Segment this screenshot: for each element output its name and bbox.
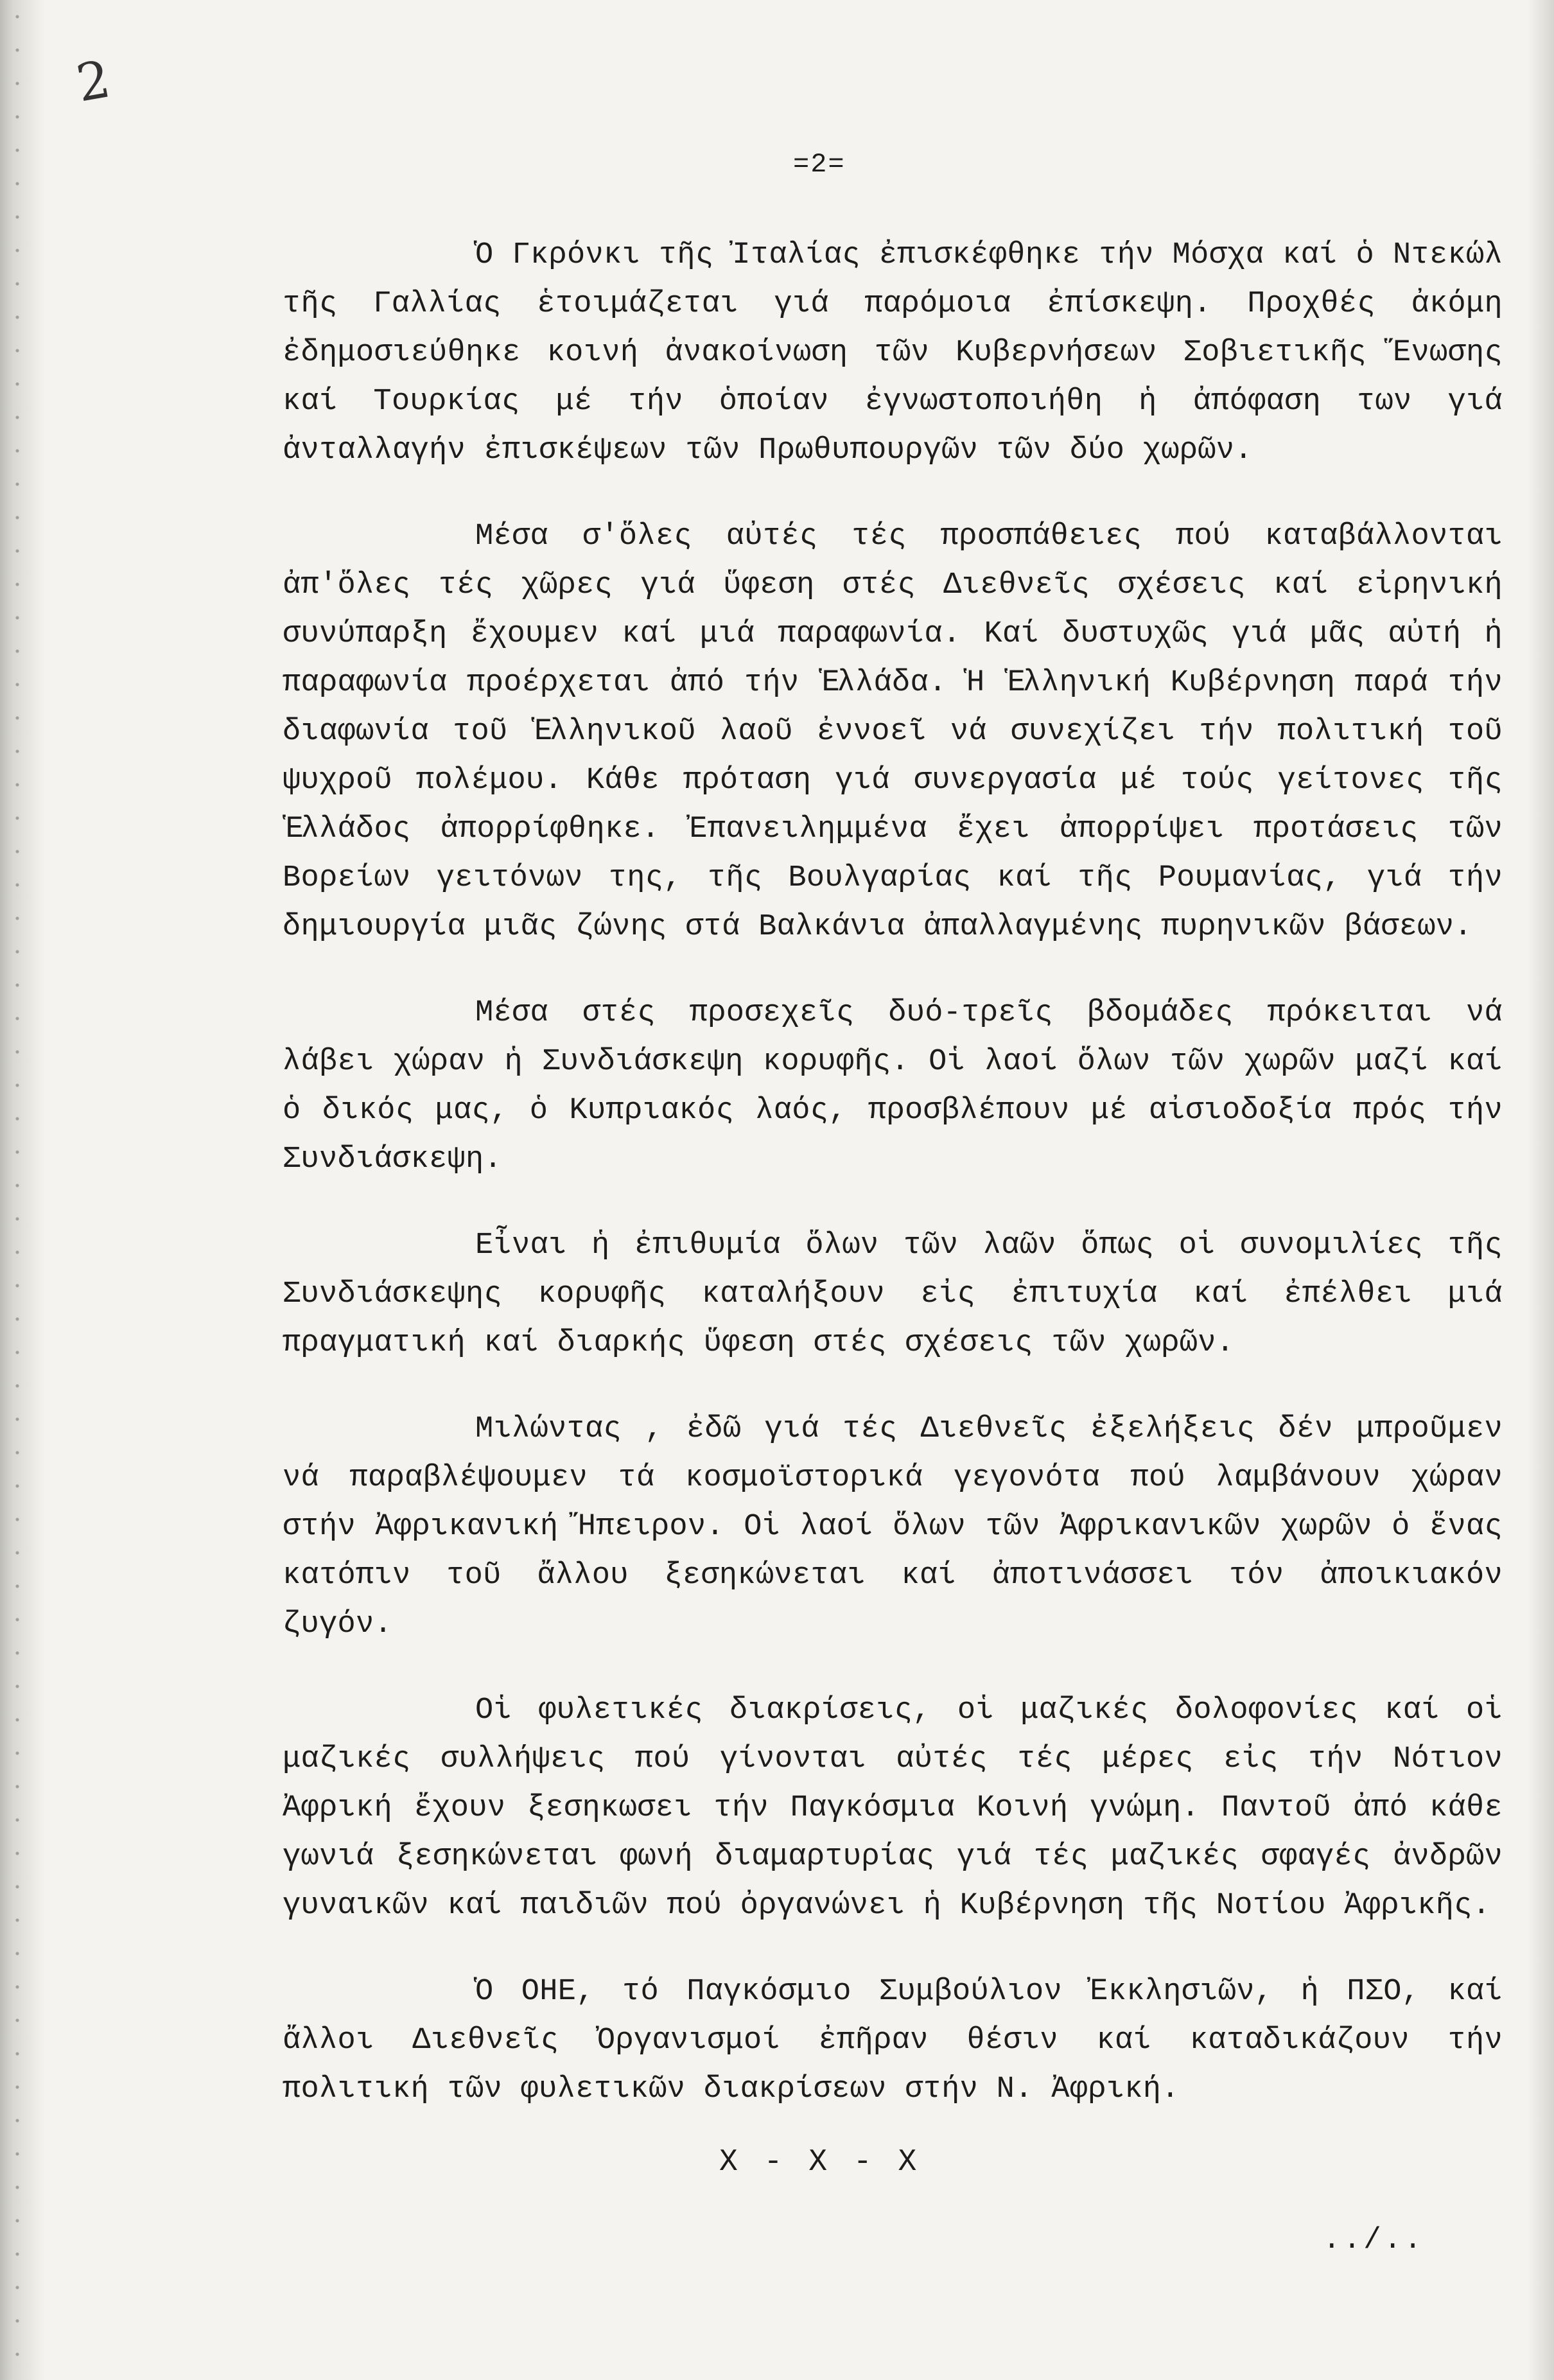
document-body xyxy=(283,231,1503,2151)
handwritten-margin-mark: 2 xyxy=(72,49,115,114)
page-number: =2= xyxy=(793,149,846,180)
paragraph-7: Ὁ ΟΗΕ, τό Παγκόσμιο Συμβούλιον Ἐκκλησιῶν, ἡ ΠΣΟ, καί ἄλλοι Διεθνεῖς Ὀργανισμοί ἐπῆραν θέσιν καί καταδικάζουν τήν πολιτική τῶν φυλετικῶν διακρίσεων στήν Ν. Ἀφρική. xyxy=(283,1975,1503,2106)
page-right-edge xyxy=(1528,0,1554,2380)
binder-holes xyxy=(8,0,27,2380)
paragraph-5: Μιλώντας , ἐδῶ γιά τές Διεθνεῖς ἐξελήξεις δέν μπροῦμεν νά παραβλέψουμεν τά κοσμοϊστορικά γεγονότα πού λαμβάνουν χώραν στήν Ἀφρικανική Ἤπειρον. Οἱ λαοί ὅλων τῶν Ἀφρικανικῶν χωρῶν ὁ ἕνας κατόπιν τοῦ ἄλλου ξεσηκώνεται καί ἀποτινάσσει τόν ἀποικιακόν ζυγόν. xyxy=(283,1412,1503,1641)
paragraph-1: Ὁ Γκρόνκι τῆς Ἰταλίας ἐπισκέφθηκε τήν Μόσχα καί ὁ Ντεκώλ τῆς Γαλλίας ἑτοιμάζεται γιά παρόμοια ἐπίσκεψη. Προχθές ἀκόμη ἐδημοσιεύθηκε κοινή ἀνακοίνωση τῶν Κυβερνήσεων Σοβιετικῆς Ἕνωσης καί Τουρκίας μέ τήν ὁποίαν ἐγνωστοποιήθη ἡ ἀπόφαση των γιά ἀνταλλαγήν ἐπισκέψεων τῶν Πρωθυπουργῶν τῶν δύο χωρῶν. xyxy=(283,238,1503,468)
continuation-mark: ../.. xyxy=(1323,2223,1425,2257)
paragraph-3: Μέσα στές προσεχεῖς δυό-τρεῖς βδομάδες πρόκειται νά λάβει χώραν ἡ Συνδιάσκεψη κορυφῆς. Οἱ λαοί ὅλων τῶν χωρῶν μαζί καί ὁ δικός μας, ὁ Κυπριακός λαός, προσβλέπουν μέ αἰσιοδοξία πρός τήν Συνδιάσκεψη. xyxy=(283,996,1503,1177)
paragraph-2: Μέσα σ'ὅλες αὐτές τές προσπάθειες πού καταβάλλονται ἀπ'ὅλες τές χῶρες γιά ὕφεση στές Διεθνεῖς σχέσεις καί εἰρηνική συνύπαρξη ἔχουμεν καί μιά παραφωνία. Καί δυστυχῶς γιά μᾶς αὐτή ἡ παραφωνία προέρχεται ἀπό τήν Ἑλλάδα. Ἡ Ἑλληνική Κυβέρνηση παρά τήν διαφωνία τοῦ Ἑλληνικοῦ λαοῦ ἐννοεῖ νά συνεχίζει τήν πολιτική τοῦ ψυχροῦ πολέμου. Κάθε πρόταση γιά συνεργασία μέ τούς γείτονες τῆς Ἑλλάδος ἀπορρίφθηκε. Ἐπανειλημμένα ἔχει ἀπορρίψει προτάσεις τῶν Βορείων γειτόνων της, τῆς Βουλγαρίας καί τῆς Ρουμανίας, γιά τήν δημιουργία μιᾶς ζώνης στά Βαλκάνια ἀπαλλαγμένης πυρηνικῶν βάσεων. xyxy=(283,520,1503,944)
section-separator: X - X - X xyxy=(719,2145,921,2180)
paragraph-4: Εἶναι ἡ ἐπιθυμία ὅλων τῶν λαῶν ὅπως οἱ συνομιλίες τῆς Συνδιάσκεψης κορυφῆς καταλήξουν εἰς ἐπιτυχία καί ἐπέλθει μιά πραγματική καί διαρκής ὕφεση στές σχέσεις τῶν χωρῶν. xyxy=(283,1229,1503,1360)
paragraph-6: Οἱ φυλετικές διακρίσεις, οἱ μαζικές δολοφονίες καί οἱ μαζικές συλλήψεις πού γίνονται αὐτές τές μέρες εἰς τήν Νότιον Ἀφρική ἔχουν ξεσηκωσει τήν Παγκόσμια Κοινή γνώμη. Παντοῦ ἀπό κάθε γωνιά ξεσηκώνεται φωνή διαμαρτυρίας γιά τές μαζικές σφαγές ἀνδρῶν γυναικῶν καί παιδιῶν πού ὀργανώνει ἡ Κυβέρνηση τῆς Νοτίου Ἀφρικῆς. xyxy=(283,1693,1503,1923)
